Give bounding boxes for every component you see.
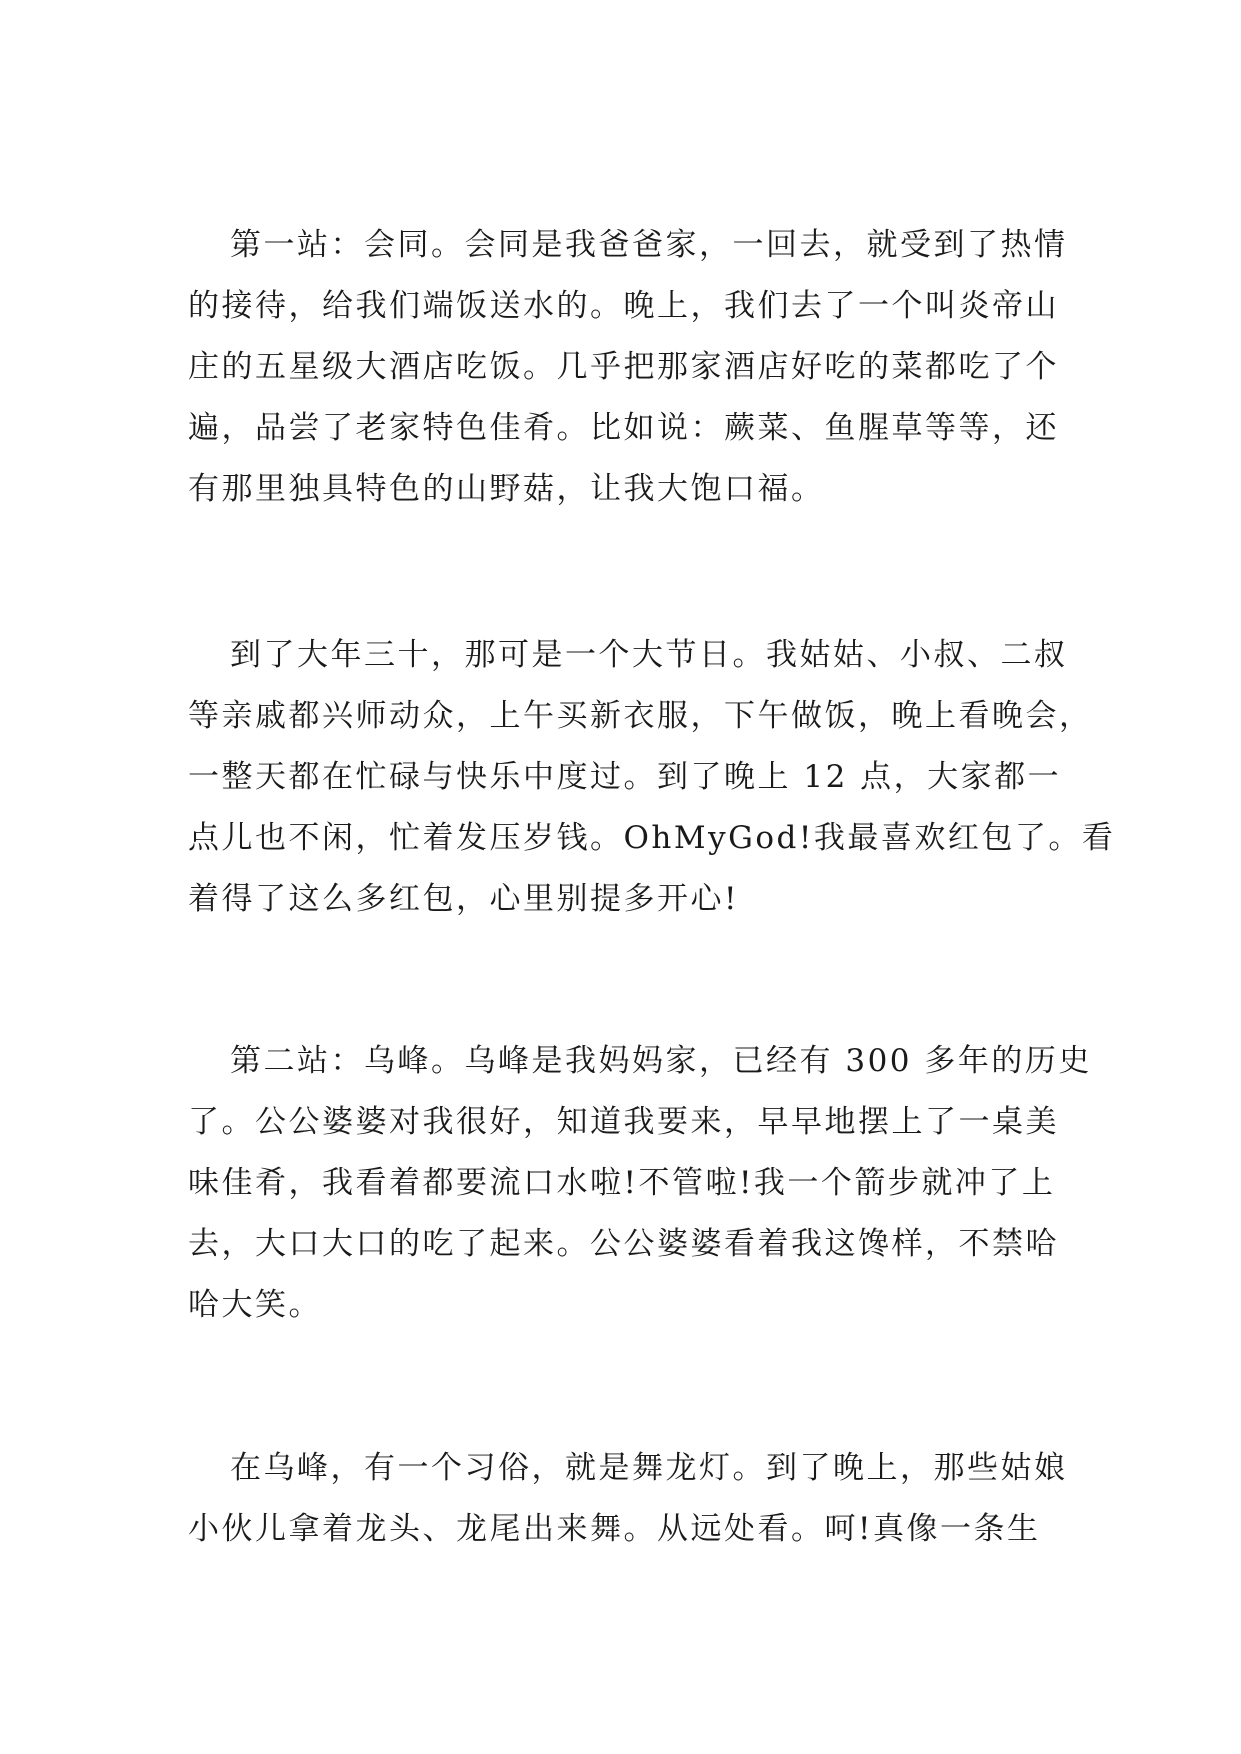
paragraph-line: 第二站：乌峰。乌峰是我妈妈家，已经有 300 多年的历史 xyxy=(230,1043,1092,1079)
paragraph-station-two xyxy=(188,1031,1092,1336)
paragraph-station-one xyxy=(188,215,1068,520)
paragraph-line: 一整天都在忙碌与快乐中度过。到了晚上 12 点，大家都一 xyxy=(188,759,1062,795)
paragraph-line: 了。公公婆婆对我很好，知道我要来，早早地摆上了一桌美 xyxy=(188,1104,1059,1140)
paragraph-line: 哈大笑。 xyxy=(188,1287,322,1323)
paragraph-line: 等亲戚都兴师动众，上午买新衣服，下午做饭，晚上看晚会， xyxy=(188,698,1093,734)
paragraph-dragon-dance xyxy=(188,1438,1068,1560)
paragraph-line: 着得了这么多红包，心里别提多开心! xyxy=(188,881,739,917)
paragraph-line: 有那里独具特色的山野菇，让我大饱口福。 xyxy=(188,471,825,507)
paragraph-line: 去，大口大口的吃了起来。公公婆婆看着我这馋样，不禁哈 xyxy=(188,1226,1059,1262)
paragraph-line: 庄的五星级大酒店吃饭。几乎把那家酒店好吃的菜都吃了个 xyxy=(188,349,1059,385)
paragraph-line: 味佳肴，我看着都要流口水啦!不管啦!我一个箭步就冲了上 xyxy=(188,1165,1056,1201)
paragraph-line: 的接待，给我们端饭送水的。晚上，我们去了一个叫炎帝山 xyxy=(188,288,1059,324)
paragraph-line: 点儿也不闲，忙着发压岁钱。OhMyGod!我最喜欢红包了。看 xyxy=(188,820,1116,856)
paragraph-line: 遍，品尝了老家特色佳肴。比如说：蕨菜、鱼腥草等等，还 xyxy=(188,410,1059,446)
paragraph-line: 到了大年三十，那可是一个大节日。我姑姑、小叔、二叔 xyxy=(230,637,1068,673)
paragraph-new-years-eve xyxy=(188,625,1116,930)
paragraph-line: 小伙儿拿着龙头、龙尾出来舞。从远处看。呵!真像一条生 xyxy=(188,1511,1041,1547)
paragraph-line: 在乌峰，有一个习俗，就是舞龙灯。到了晚上，那些姑娘 xyxy=(230,1450,1068,1486)
paragraph-line: 第一站：会同。会同是我爸爸家，一回去，就受到了热情 xyxy=(230,227,1068,263)
